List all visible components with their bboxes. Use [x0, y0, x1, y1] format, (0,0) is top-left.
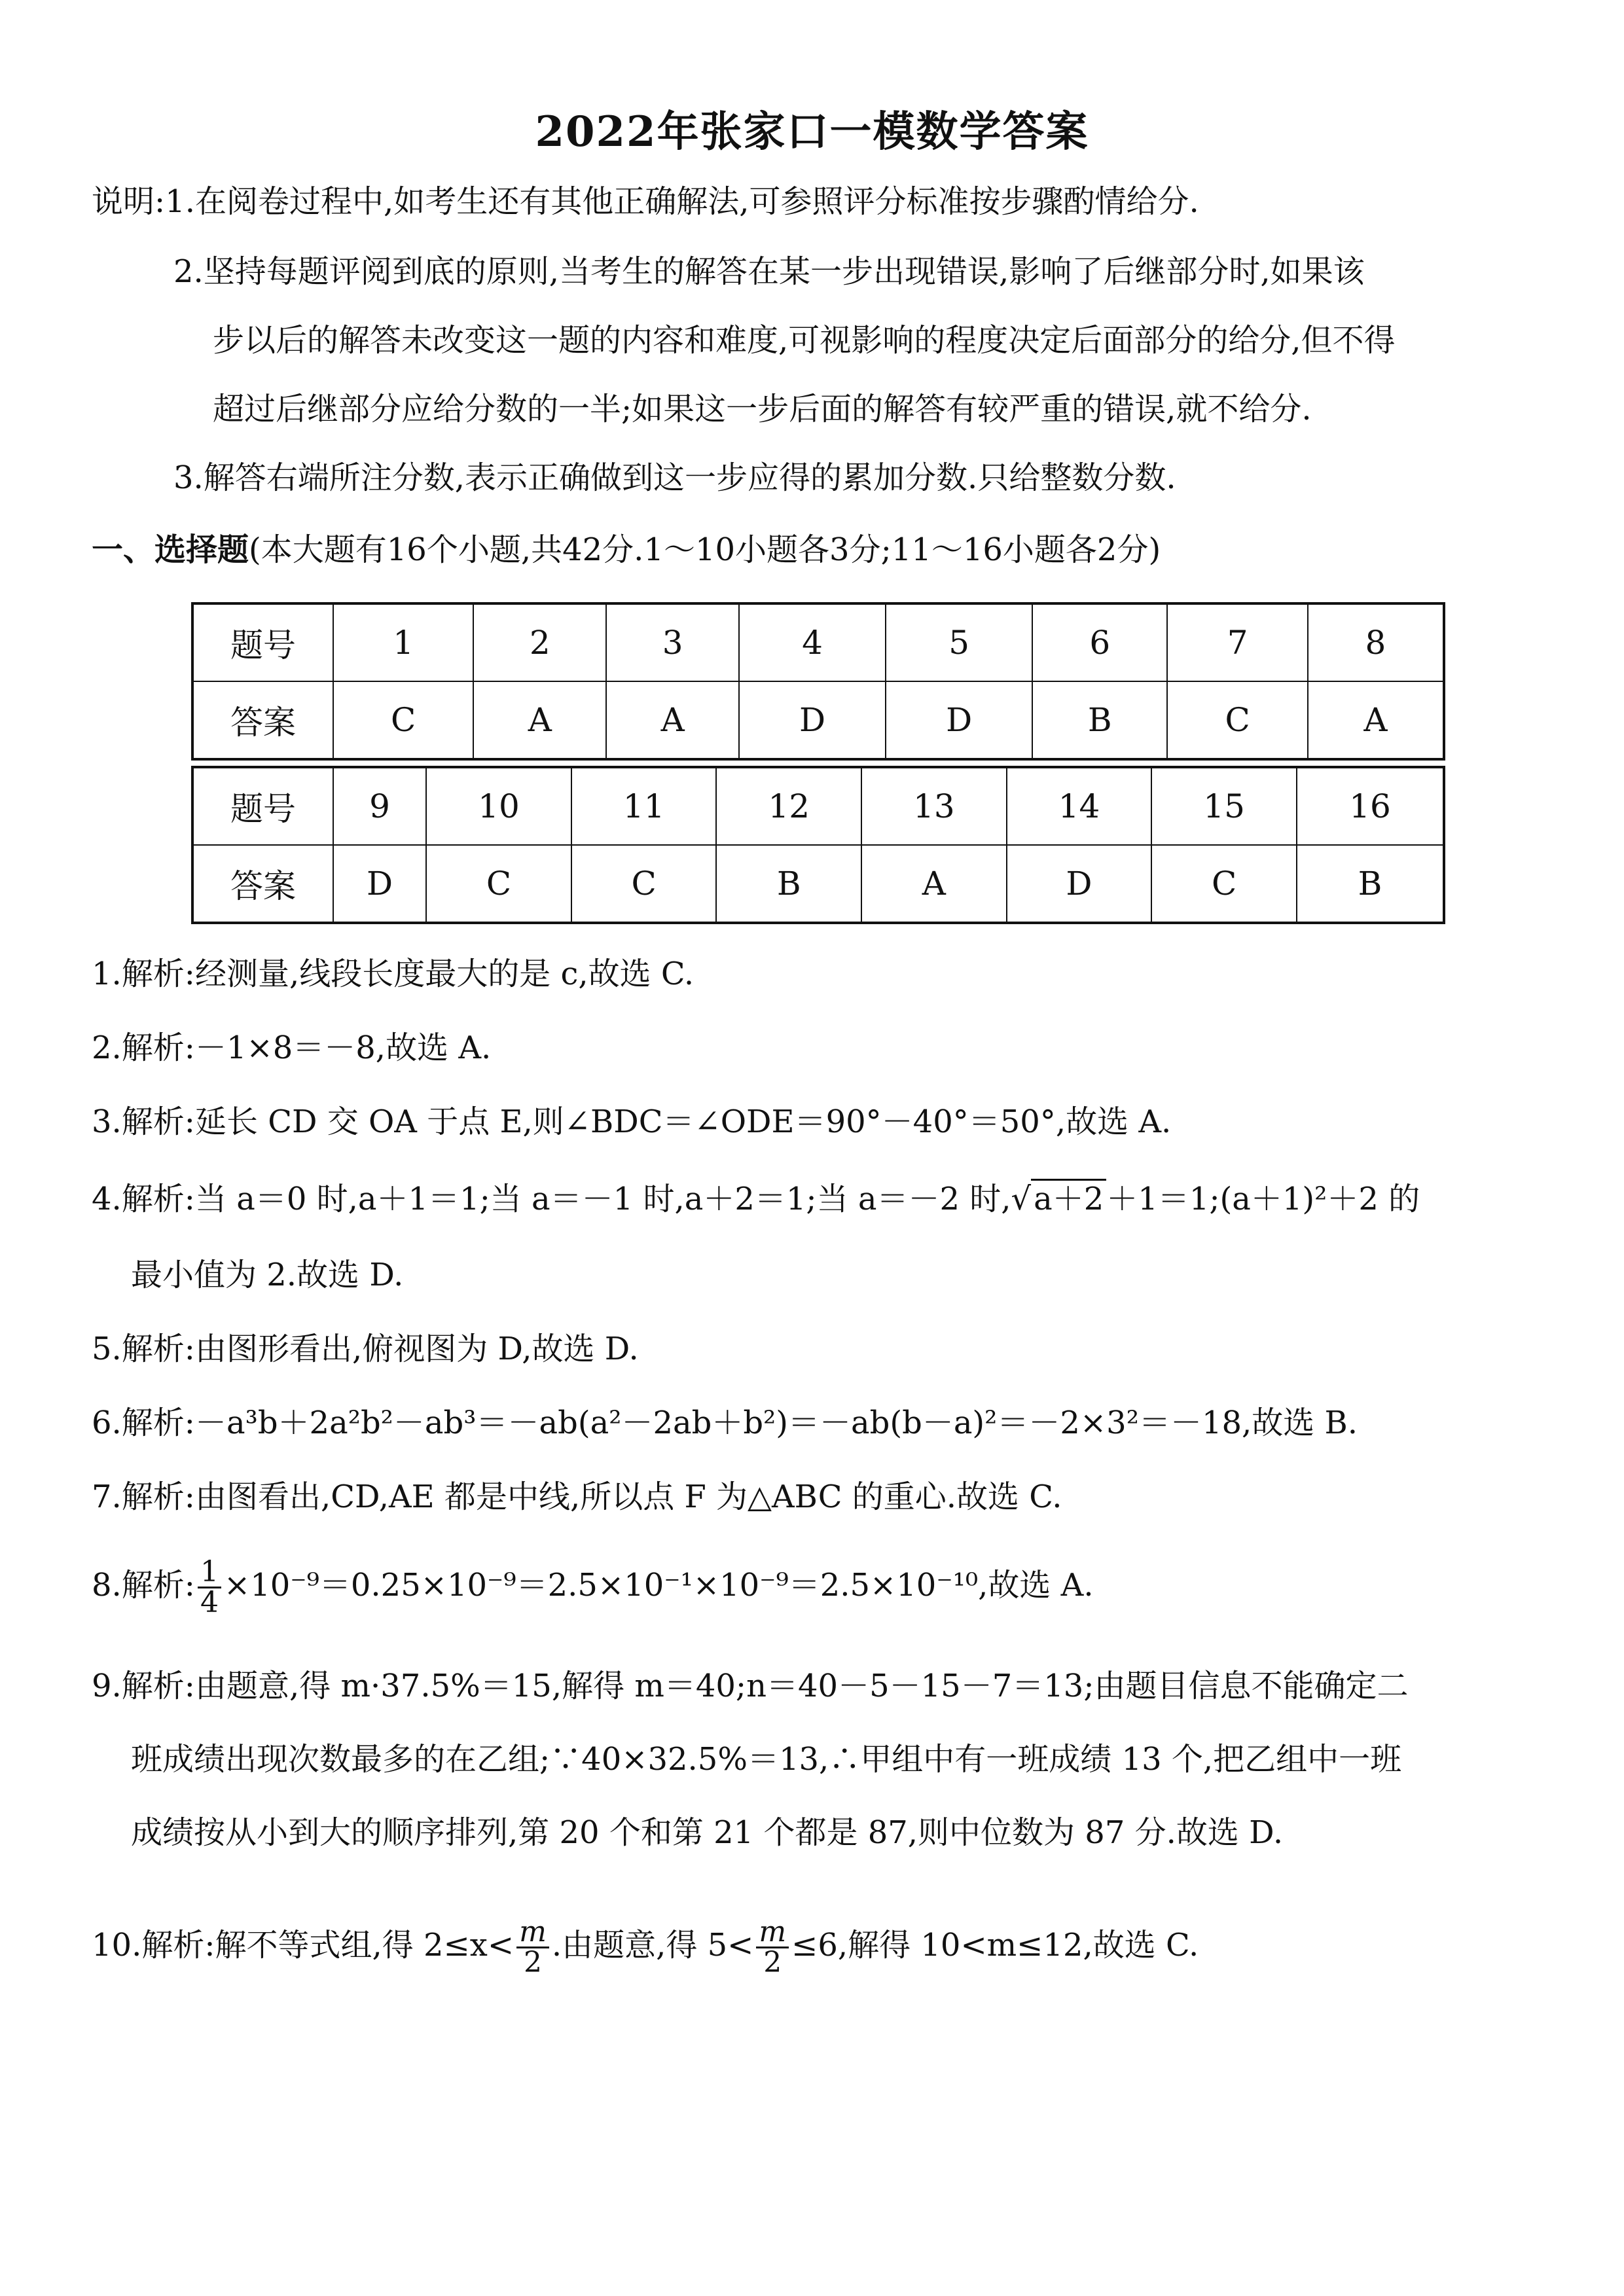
q-label: 题号	[192, 603, 333, 681]
table-cell: D	[333, 845, 426, 923]
table-cell: 6	[1032, 603, 1167, 681]
table-row-questions-1	[192, 603, 1444, 681]
solution-4b: 最小值为 2.故选 D.	[131, 1257, 404, 1293]
note-3: 3.解答右端所注分数,表示正确做到这一步应得的累加分数.只给整数分数.	[173, 459, 1176, 496]
table-cell: C	[333, 681, 473, 759]
solution-9a: 9.解析:由题意,得 m·37.5%＝15,解得 m＝40;n＝40－5－15－7＝13;由题目信息不能确定二	[92, 1668, 1409, 1704]
note-1: 说明:1.在阅卷过程中,如考生还有其他正确解法,可参照评分标准按步骤酌情给分.	[92, 183, 1199, 220]
solution-10-pre: 10.解析:解不等式组,得 2≤x<	[92, 1927, 514, 1964]
table-cell: A	[1308, 681, 1444, 759]
table-row-answers-2	[192, 845, 1444, 923]
solution-5: 5.解析:由图形看出,俯视图为 D,故选 D.	[92, 1331, 639, 1367]
frac-num: m	[516, 1918, 549, 1948]
table-row-answers-1	[192, 681, 1444, 759]
table-cell: D	[739, 681, 886, 759]
solution-9b: 班成绩出现次数最多的在乙组;∵40×32.5%＝13,∴甲组中有一班成绩 13 个,把乙组中一班	[131, 1741, 1402, 1778]
solution-10-mid: .由题意,得 5<	[551, 1927, 754, 1964]
table-cell: D	[1007, 845, 1152, 923]
table-cell: B	[1032, 681, 1167, 759]
answer-table-1	[191, 602, 1445, 761]
table-cell: 15	[1151, 767, 1297, 845]
page-title: 2022年张家口一模数学答案	[535, 107, 1089, 156]
table-cell: 5	[886, 603, 1032, 681]
solution-9c: 成绩按从小到大的顺序排列,第 20 个和第 21 个都是 87,则中位数为 87 分.故选 D.	[131, 1814, 1284, 1851]
frac-num: m	[756, 1918, 789, 1948]
solution-4	[92, 1181, 1420, 1219]
solution-8	[92, 1555, 1094, 1619]
table-cell: D	[886, 681, 1032, 759]
table-cell: 7	[1167, 603, 1307, 681]
solution-1: 1.解析:经测量,线段长度最大的是 c,故选 C.	[92, 956, 695, 992]
frac-num: 1	[198, 1558, 221, 1588]
table-cell: 9	[333, 767, 426, 845]
table-cell: A	[861, 845, 1007, 923]
sqrt-radicand: a＋2	[1031, 1179, 1106, 1217]
solution-10	[92, 1915, 1199, 1979]
table-cell: 2	[473, 603, 606, 681]
solution-7: 7.解析:由图看出,CD,AE 都是中线,所以点 F 为△ABC 的重心.故选 C.	[92, 1479, 1062, 1515]
table-cell: 4	[739, 603, 886, 681]
table-cell: 10	[426, 767, 571, 845]
table-cell: 14	[1007, 767, 1152, 845]
a-label: 答案	[192, 681, 333, 759]
solution-4-pre: 4.解析:当 a＝0 时,a＋1＝1;当 a＝－1 时,a＋2＝1;当 a＝－2 时,	[92, 1181, 1011, 1217]
table-cell: 8	[1308, 603, 1444, 681]
table-cell: 16	[1297, 767, 1444, 845]
table-cell: C	[426, 845, 571, 923]
solution-8-pre: 8.解析:	[92, 1567, 195, 1604]
section-1-desc: (本大题有16个小题,共42分.1～10小题各3分;11～16小题各2分)	[249, 531, 1161, 568]
a-label: 答案	[192, 845, 333, 923]
fraction-m-over-2	[516, 1915, 549, 1979]
note-2a: 2.坚持每题评阅到底的原则,当考生的解答在某一步出现错误,影响了后继部分时,如果该	[173, 253, 1365, 290]
table-cell: 12	[716, 767, 861, 845]
solution-3: 3.解析:延长 CD 交 OA 于点 E,则∠BDC＝∠ODE＝90°－40°＝50°,故选 A.	[92, 1103, 1172, 1140]
table-cell: B	[1297, 845, 1444, 923]
table-cell: A	[606, 681, 739, 759]
table-cell: 11	[571, 767, 717, 845]
frac-den: 2	[523, 1946, 542, 1979]
section-1-header	[92, 531, 1161, 569]
table-cell: C	[571, 845, 717, 923]
solution-8-post: ×10⁻⁹＝0.25×10⁻⁹＝2.5×10⁻¹×10⁻⁹＝2.5×10⁻¹⁰,故选 A.	[223, 1567, 1094, 1604]
section-1-heading: 一、选择题	[92, 531, 249, 568]
table-cell: 13	[861, 767, 1007, 845]
fraction-quarter	[198, 1555, 221, 1619]
solution-10-post: ≤6,解得 10<m≤12,故选 C.	[791, 1927, 1199, 1964]
frac-den: 2	[763, 1946, 782, 1979]
frac-den: 4	[200, 1586, 219, 1619]
table-row-questions-2	[192, 767, 1444, 845]
q-label: 题号	[192, 767, 333, 845]
sqrt-sign: √	[1011, 1181, 1032, 1217]
table-cell: 3	[606, 603, 739, 681]
table-cell: A	[473, 681, 606, 759]
table-cell: B	[716, 845, 861, 923]
fraction-m-over-2-b	[756, 1915, 789, 1979]
solution-6: 6.解析:－a³b＋2a²b²－ab³＝－ab(a²－2ab＋b²)＝－ab(b－a)²＝－2×3²＝－18,故选 B.	[92, 1405, 1358, 1441]
solution-4-post: ＋1＝1;(a＋1)²＋2 的	[1106, 1181, 1420, 1217]
table-cell: C	[1167, 681, 1307, 759]
note-2b: 步以后的解答未改变这一题的内容和难度,可视影响的程度决定后面部分的给分,但不得	[213, 322, 1396, 359]
note-2c: 超过后继部分应给分数的一半;如果这一步后面的解答有较严重的错误,就不给分.	[213, 391, 1312, 427]
table-cell: 1	[333, 603, 473, 681]
answer-table-2	[191, 766, 1445, 924]
table-cell: C	[1151, 845, 1297, 923]
solution-2: 2.解析:－1×8＝－8,故选 A.	[92, 1030, 492, 1066]
